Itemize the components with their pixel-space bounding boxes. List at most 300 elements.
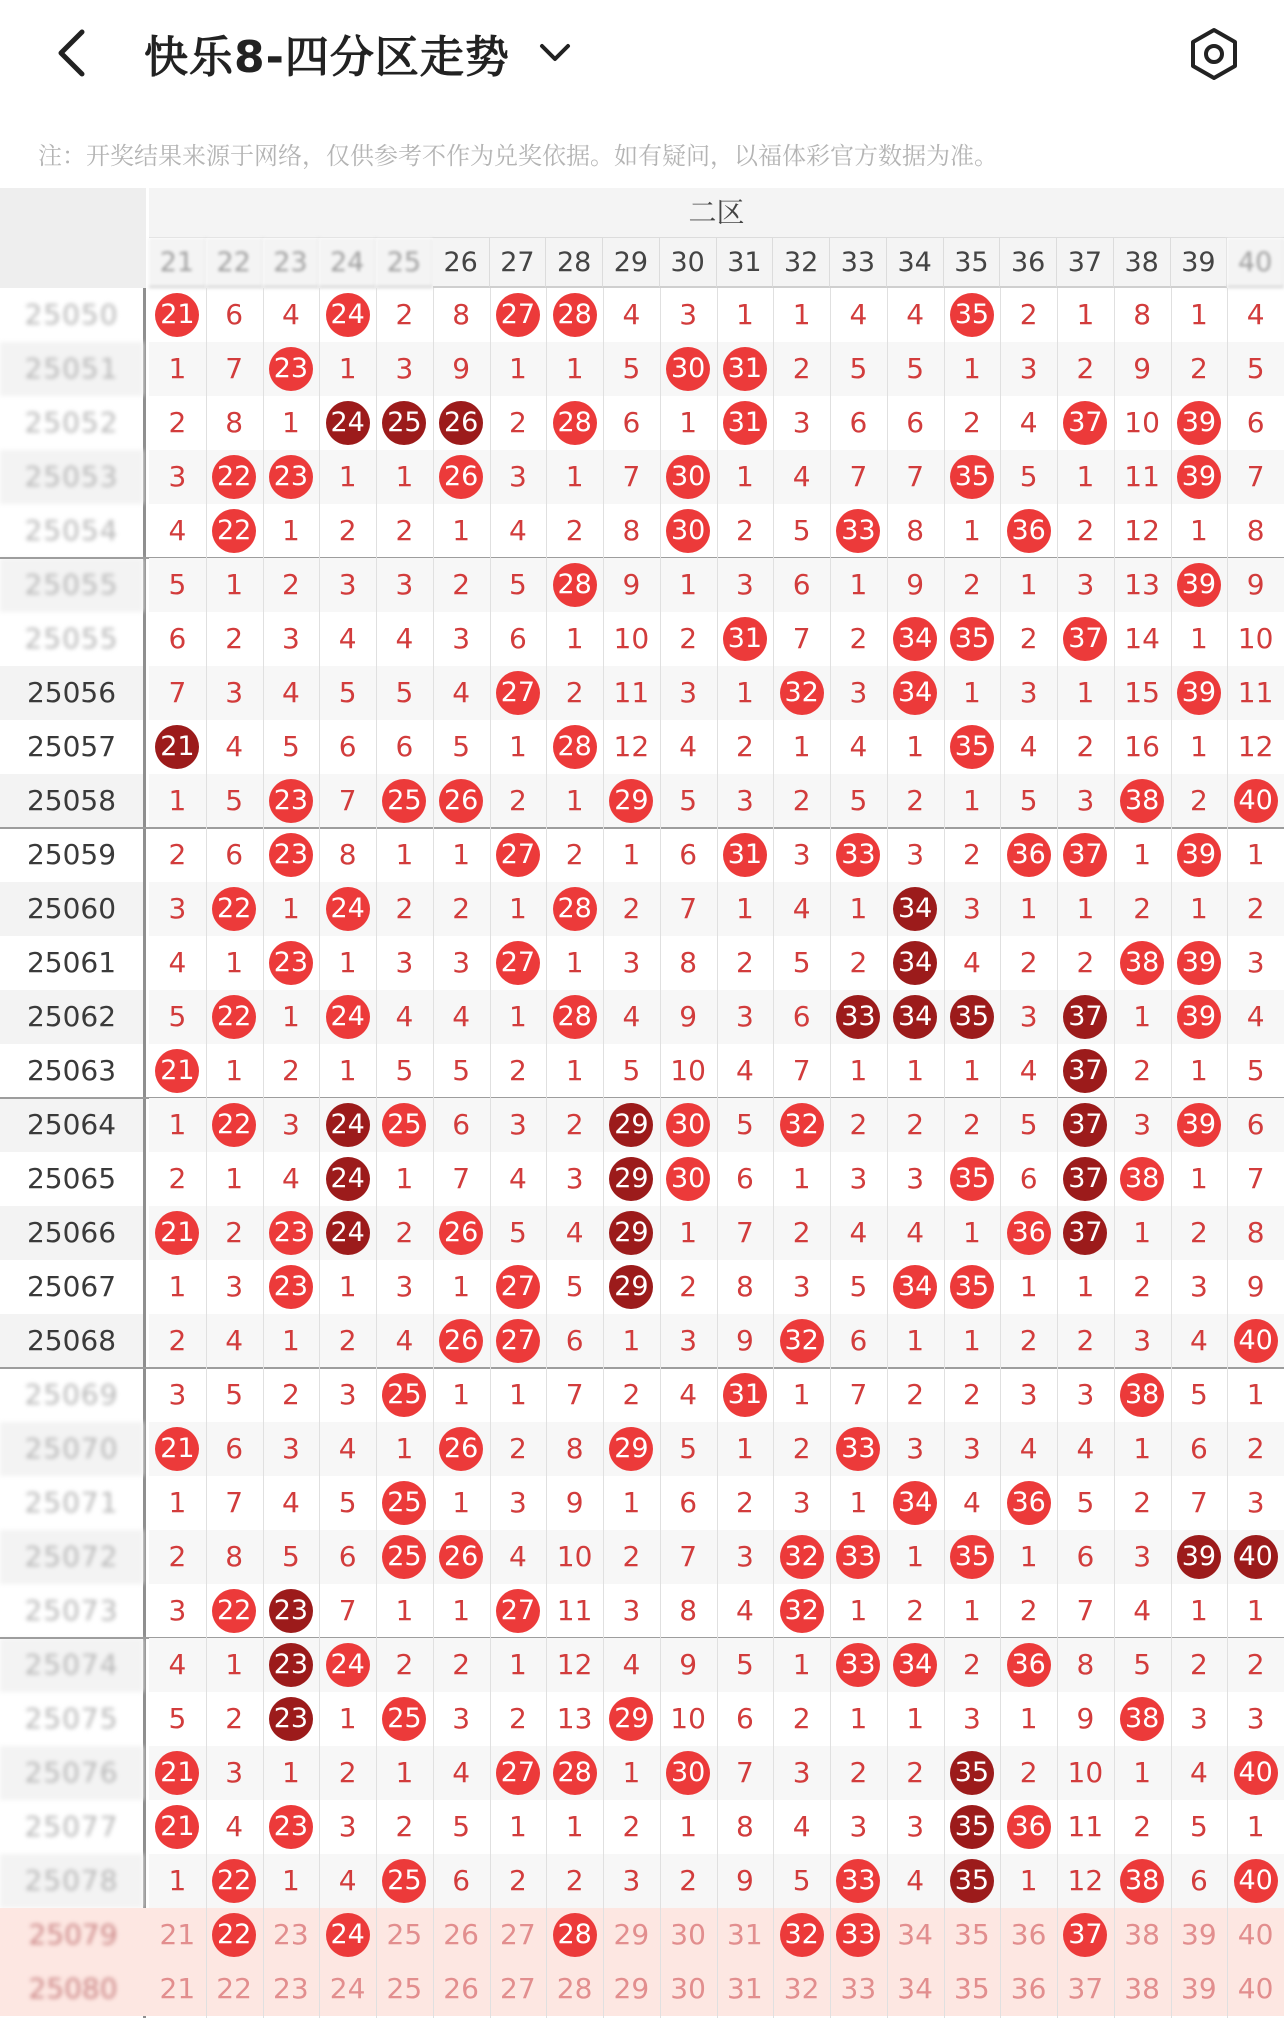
drawn-number-ball: 21 bbox=[155, 1211, 199, 1255]
miss-count-cell: 13 bbox=[1124, 568, 1160, 601]
miss-count-cell: 3 bbox=[168, 1594, 187, 1627]
drawn-number-ball: 37 bbox=[1063, 1103, 1107, 1147]
miss-count-cell: 8 bbox=[1133, 298, 1152, 331]
column-header[interactable]: 23 bbox=[263, 238, 320, 288]
drawn-number-ball: 22 bbox=[212, 1859, 256, 1903]
drawn-number-ball: 21 bbox=[155, 725, 199, 769]
drawn-number-ball: 33 bbox=[836, 995, 880, 1039]
miss-count-cell: 8 bbox=[225, 406, 244, 439]
column-header[interactable]: 34 bbox=[887, 238, 944, 288]
miss-count-cell: 2 bbox=[1019, 298, 1038, 331]
miss-count-cell: 6 bbox=[1246, 1108, 1265, 1141]
miss-count-cell: 2 bbox=[1019, 946, 1038, 979]
miss-count-cell: 4 bbox=[168, 946, 187, 979]
drawn-number-ball: 26 bbox=[439, 455, 483, 499]
miss-count-cell: 1 bbox=[1019, 892, 1038, 925]
miss-count-cell: 1 bbox=[1019, 1864, 1038, 1897]
miss-count-cell: 7 bbox=[792, 622, 811, 655]
column-divider bbox=[887, 288, 888, 2018]
miss-count-cell: 2 bbox=[452, 568, 471, 601]
drawn-number-ball: 34 bbox=[893, 617, 937, 661]
miss-count-cell: 12 bbox=[613, 730, 650, 763]
miss-count-cell: 2 bbox=[1189, 1648, 1208, 1681]
issue-number: 25073 bbox=[24, 1594, 119, 1627]
column-header[interactable]: 37 bbox=[1057, 238, 1114, 288]
miss-count-cell: 2 bbox=[1133, 1054, 1152, 1087]
settings-button[interactable] bbox=[1186, 26, 1242, 82]
drawn-number-ball: 37 bbox=[1063, 833, 1107, 877]
miss-count-cell: 2 bbox=[849, 622, 868, 655]
miss-count-cell: 3 bbox=[849, 1162, 868, 1195]
miss-count-cell: 2 bbox=[906, 1594, 925, 1627]
miss-count-cell: 2 bbox=[735, 946, 754, 979]
miss-count-cell: 1 bbox=[962, 1216, 981, 1249]
miss-count-cell: 4 bbox=[281, 1486, 300, 1519]
miss-count-cell: 7 bbox=[1246, 1162, 1265, 1195]
miss-count-cell: 6 bbox=[1076, 1540, 1095, 1573]
miss-count-cell: 6 bbox=[792, 568, 811, 601]
drawn-number-ball: 35 bbox=[950, 455, 994, 499]
stat-cell: 24 bbox=[329, 1972, 366, 2005]
column-divider bbox=[660, 288, 661, 2018]
chevron-left-icon bbox=[44, 22, 104, 84]
stat-cell: 40 bbox=[1237, 1972, 1274, 2005]
miss-count-cell: 7 bbox=[225, 1486, 244, 1519]
miss-count-cell: 5 bbox=[679, 784, 698, 817]
miss-count-cell: 2 bbox=[225, 1216, 244, 1249]
miss-count-cell: 2 bbox=[1076, 730, 1095, 763]
miss-count-cell: 1 bbox=[622, 838, 641, 871]
miss-count-cell: 10 bbox=[1067, 1756, 1104, 1789]
drawn-number-ball: 40 bbox=[1234, 1535, 1278, 1579]
drawn-number-ball: 31 bbox=[723, 833, 767, 877]
issue-number: 25062 bbox=[0, 990, 143, 1044]
miss-count-cell: 2 bbox=[849, 1756, 868, 1789]
miss-count-cell: 2 bbox=[962, 1108, 981, 1141]
issue-number: 25065 bbox=[26, 1162, 117, 1195]
miss-count-cell: 1 bbox=[906, 730, 925, 763]
issue-number: 25068 bbox=[0, 1314, 143, 1368]
miss-count-cell: 7 bbox=[338, 1594, 357, 1627]
column-header[interactable]: 26 bbox=[433, 238, 490, 288]
miss-count-cell: 2 bbox=[168, 838, 187, 871]
miss-count-cell: 5 bbox=[1133, 1648, 1152, 1681]
miss-count-cell: 1 bbox=[338, 1702, 357, 1735]
miss-count-cell: 2 bbox=[395, 298, 414, 331]
miss-count-cell: 6 bbox=[1189, 1864, 1208, 1897]
drawn-number-ball: 27 bbox=[496, 1589, 540, 1633]
miss-count-cell: 6 bbox=[452, 1864, 471, 1897]
column-header[interactable]: 27 bbox=[490, 238, 547, 288]
miss-count-cell: 3 bbox=[906, 1432, 925, 1465]
column-header[interactable]: 36 bbox=[1000, 238, 1057, 288]
miss-count-cell: 2 bbox=[1019, 1756, 1038, 1789]
miss-count-cell: 1 bbox=[395, 1432, 414, 1465]
miss-count-cell: 3 bbox=[508, 1108, 527, 1141]
column-header[interactable]: 30 bbox=[660, 238, 717, 288]
miss-count-cell: 2 bbox=[962, 838, 981, 871]
stat-cell: 25 bbox=[386, 1972, 423, 2005]
miss-count-cell: 2 bbox=[565, 514, 584, 547]
miss-count-cell: 4 bbox=[906, 298, 925, 331]
drawn-number-ball: 25 bbox=[382, 1535, 426, 1579]
issue-number: 25055 bbox=[0, 558, 143, 612]
miss-count-cell: 2 bbox=[1189, 352, 1208, 385]
miss-count-cell: 8 bbox=[1076, 1648, 1095, 1681]
column-header[interactable]: 35 bbox=[944, 238, 1001, 288]
miss-count-cell: 7 bbox=[849, 1378, 868, 1411]
drawn-number-ball: 35 bbox=[950, 1157, 994, 1201]
miss-count-cell: 1 bbox=[735, 892, 754, 925]
miss-count-cell: 1 bbox=[622, 1324, 641, 1357]
miss-count-cell: 5 bbox=[565, 1270, 584, 1303]
miss-count-cell: 4 bbox=[962, 1486, 981, 1519]
miss-count-cell: 6 bbox=[225, 298, 244, 331]
column-divider bbox=[206, 288, 207, 2018]
miss-count-cell: 9 bbox=[1246, 1270, 1265, 1303]
column-header[interactable]: 39 bbox=[1171, 238, 1228, 288]
issue-number: 25052 bbox=[24, 406, 119, 439]
miss-count-cell: 12 bbox=[1237, 730, 1274, 763]
drawn-number-ball: 23 bbox=[269, 833, 313, 877]
miss-count-cell: 3 bbox=[508, 460, 527, 493]
drawn-number-ball: 30 bbox=[666, 1751, 710, 1795]
miss-count-cell: 7 bbox=[1246, 460, 1265, 493]
drawn-number-ball: 24 bbox=[326, 1103, 370, 1147]
drawn-number-ball: 25 bbox=[382, 401, 426, 445]
column-divider bbox=[944, 288, 945, 2018]
stat-cell: 38 bbox=[1124, 1918, 1160, 1951]
column-header[interactable]: 24 bbox=[319, 238, 376, 288]
miss-count-cell: 1 bbox=[1019, 1270, 1038, 1303]
drawn-number-ball: 30 bbox=[666, 455, 710, 499]
miss-count-cell: 1 bbox=[1189, 730, 1208, 763]
column-header[interactable]: 25 bbox=[376, 238, 433, 288]
drawn-number-ball: 23 bbox=[269, 1589, 313, 1633]
miss-count-cell: 6 bbox=[735, 1702, 754, 1735]
miss-count-cell: 4 bbox=[735, 1594, 754, 1627]
miss-count-cell: 1 bbox=[1246, 1594, 1265, 1627]
drawn-number-ball: 39 bbox=[1177, 941, 1221, 985]
drawn-number-ball: 37 bbox=[1063, 1049, 1107, 1093]
drawn-number-ball: 28 bbox=[553, 293, 597, 337]
drawn-number-ball: 24 bbox=[326, 401, 370, 445]
drawn-number-ball: 26 bbox=[439, 1319, 483, 1363]
miss-count-cell: 2 bbox=[906, 784, 925, 817]
miss-count-cell: 1 bbox=[395, 1162, 414, 1195]
drawn-number-ball: 24 bbox=[326, 995, 370, 1039]
miss-count-cell: 7 bbox=[452, 1162, 471, 1195]
back-button[interactable] bbox=[44, 22, 104, 84]
miss-count-cell: 1 bbox=[679, 1810, 698, 1843]
miss-count-cell: 3 bbox=[1246, 1702, 1265, 1735]
miss-count-cell: 2 bbox=[395, 1216, 414, 1249]
issue-number: 25063 bbox=[26, 1054, 117, 1087]
issue-number: 25059 bbox=[26, 838, 117, 871]
miss-count-cell: 5 bbox=[452, 1810, 471, 1843]
miss-count-cell: 2 bbox=[508, 1864, 527, 1897]
miss-count-cell: 4 bbox=[338, 1864, 357, 1897]
miss-count-cell: 1 bbox=[792, 730, 811, 763]
miss-count-cell: 1 bbox=[281, 406, 300, 439]
column-header[interactable]: 40 bbox=[1227, 238, 1284, 288]
miss-count-cell: 1 bbox=[1189, 1594, 1208, 1627]
miss-count-cell: 2 bbox=[1019, 1324, 1038, 1357]
miss-count-cell: 1 bbox=[1076, 892, 1095, 925]
column-header[interactable]: 38 bbox=[1114, 238, 1171, 288]
drawn-number-ball: 23 bbox=[269, 1643, 313, 1687]
miss-count-cell: 1 bbox=[792, 1648, 811, 1681]
drawn-number-ball: 33 bbox=[836, 1643, 880, 1687]
miss-count-cell: 3 bbox=[1019, 1378, 1038, 1411]
miss-count-cell: 2 bbox=[281, 1054, 300, 1087]
drawn-number-ball: 35 bbox=[950, 617, 994, 661]
miss-count-cell: 1 bbox=[168, 784, 187, 817]
miss-count-cell: 1 bbox=[168, 352, 187, 385]
miss-count-cell: 8 bbox=[1246, 1216, 1265, 1249]
miss-count-cell: 2 bbox=[1076, 514, 1095, 547]
title-dropdown[interactable] bbox=[144, 22, 578, 84]
miss-count-cell: 9 bbox=[735, 1864, 754, 1897]
miss-count-cell: 1 bbox=[508, 1378, 527, 1411]
miss-count-cell: 1 bbox=[1133, 1000, 1152, 1033]
miss-count-cell: 6 bbox=[849, 406, 868, 439]
miss-count-cell: 4 bbox=[281, 1162, 300, 1195]
drawn-number-ball: 30 bbox=[666, 1157, 710, 1201]
column-header[interactable]: 31 bbox=[717, 238, 774, 288]
miss-count-cell: 10 bbox=[613, 622, 650, 655]
miss-count-cell: 1 bbox=[962, 676, 981, 709]
stat-cell: 34 bbox=[897, 1972, 933, 2005]
miss-count-cell: 4 bbox=[168, 1648, 187, 1681]
miss-count-cell: 2 bbox=[1189, 784, 1208, 817]
miss-count-cell: 4 bbox=[395, 622, 414, 655]
miss-count-cell: 1 bbox=[452, 1270, 471, 1303]
drawn-number-ball: 27 bbox=[496, 293, 540, 337]
stat-cell: 28 bbox=[556, 1972, 593, 2005]
stat-cell: 36 bbox=[1010, 1918, 1047, 1951]
drawn-number-ball: 24 bbox=[326, 1157, 370, 1201]
miss-count-cell: 1 bbox=[1076, 298, 1095, 331]
miss-count-cell: 5 bbox=[622, 1054, 641, 1087]
miss-count-cell: 4 bbox=[508, 1162, 527, 1195]
miss-count-cell: 6 bbox=[1019, 1162, 1038, 1195]
column-divider bbox=[1114, 288, 1115, 2018]
drawn-number-ball: 29 bbox=[609, 1265, 653, 1309]
miss-count-cell: 3 bbox=[622, 1594, 641, 1627]
miss-count-cell: 6 bbox=[338, 730, 357, 763]
miss-count-cell: 1 bbox=[962, 1324, 981, 1357]
column-header[interactable]: 29 bbox=[603, 238, 660, 288]
issue-number: 25060 bbox=[0, 882, 143, 936]
miss-count-cell: 3 bbox=[1133, 1108, 1152, 1141]
miss-count-cell: 9 bbox=[735, 1324, 754, 1357]
miss-count-cell: 3 bbox=[168, 1378, 187, 1411]
drawn-number-ball: 32 bbox=[780, 1535, 824, 1579]
miss-count-cell: 4 bbox=[849, 1216, 868, 1249]
miss-count-cell: 4 bbox=[1189, 1756, 1208, 1789]
miss-count-cell: 2 bbox=[679, 622, 698, 655]
drawn-number-ball: 24 bbox=[326, 1643, 370, 1687]
drawn-number-ball: 28 bbox=[553, 725, 597, 769]
miss-count-cell: 1 bbox=[1189, 1162, 1208, 1195]
miss-count-cell: 1 bbox=[565, 1054, 584, 1087]
miss-count-cell: 1 bbox=[679, 568, 698, 601]
miss-count-cell: 1 bbox=[225, 1162, 244, 1195]
miss-count-cell: 3 bbox=[281, 1432, 300, 1465]
column-header[interactable]: 28 bbox=[546, 238, 603, 288]
drawn-number-ball: 33 bbox=[836, 1913, 880, 1957]
miss-count-cell: 5 bbox=[225, 1378, 244, 1411]
miss-count-cell: 1 bbox=[679, 406, 698, 439]
miss-count-cell: 2 bbox=[622, 1810, 641, 1843]
issue-number: 25075 bbox=[24, 1702, 119, 1735]
miss-count-cell: 5 bbox=[452, 730, 471, 763]
drawn-number-ball: 38 bbox=[1120, 1859, 1164, 1903]
miss-count-cell: 4 bbox=[338, 1432, 357, 1465]
miss-count-cell: 2 bbox=[622, 1378, 641, 1411]
trend-table[interactable] bbox=[0, 188, 1284, 2018]
column-header[interactable]: 32 bbox=[773, 238, 830, 288]
miss-count-cell: 2 bbox=[452, 892, 471, 925]
miss-count-cell: 7 bbox=[735, 1216, 754, 1249]
issue-column-header bbox=[0, 188, 146, 288]
miss-count-cell: 1 bbox=[1189, 514, 1208, 547]
stat-cell: 40 bbox=[1237, 1918, 1274, 1951]
drawn-number-ball: 36 bbox=[1007, 1481, 1051, 1525]
miss-count-cell: 2 bbox=[395, 892, 414, 925]
drawn-number-ball: 35 bbox=[950, 293, 994, 337]
miss-count-cell: 1 bbox=[906, 1324, 925, 1357]
miss-count-cell: 1 bbox=[1246, 1378, 1265, 1411]
miss-count-cell: 8 bbox=[622, 514, 641, 547]
miss-count-cell: 5 bbox=[849, 784, 868, 817]
drawn-number-ball: 40 bbox=[1234, 1859, 1278, 1903]
miss-count-cell: 1 bbox=[225, 1054, 244, 1087]
miss-count-cell: 4 bbox=[1019, 730, 1038, 763]
miss-count-cell: 6 bbox=[452, 1108, 471, 1141]
miss-count-cell: 11 bbox=[613, 676, 650, 709]
miss-count-cell: 5 bbox=[792, 1864, 811, 1897]
stat-cell: 31 bbox=[727, 1918, 763, 1951]
miss-count-cell: 3 bbox=[1189, 1702, 1208, 1735]
issue-number: 25051 bbox=[0, 342, 143, 396]
miss-count-cell: 8 bbox=[452, 298, 471, 331]
stat-cell: 39 bbox=[1181, 1972, 1217, 2005]
drawn-number-ball: 35 bbox=[950, 1805, 994, 1849]
miss-count-cell: 1 bbox=[906, 1054, 925, 1087]
issue-number: 25074 bbox=[0, 1638, 143, 1692]
drawn-number-ball: 24 bbox=[326, 1211, 370, 1255]
miss-count-cell: 1 bbox=[1019, 1702, 1038, 1735]
drawn-number-ball: 23 bbox=[269, 941, 313, 985]
stat-cell: 35 bbox=[954, 1972, 990, 2005]
miss-count-cell: 16 bbox=[1124, 730, 1160, 763]
miss-count-cell: 2 bbox=[735, 514, 754, 547]
miss-count-cell: 2 bbox=[1133, 1810, 1152, 1843]
miss-count-cell: 2 bbox=[508, 406, 527, 439]
miss-count-cell: 7 bbox=[168, 676, 187, 709]
miss-count-cell: 8 bbox=[565, 1432, 584, 1465]
stat-cell: 30 bbox=[670, 1972, 706, 2005]
drawn-number-ball: 34 bbox=[893, 887, 937, 931]
miss-count-cell: 7 bbox=[679, 1540, 698, 1573]
column-header[interactable]: 33 bbox=[830, 238, 887, 288]
miss-count-cell: 4 bbox=[395, 1324, 414, 1357]
miss-count-cell: 11 bbox=[1124, 460, 1160, 493]
miss-count-cell: 2 bbox=[565, 1864, 584, 1897]
miss-count-cell: 1 bbox=[792, 1162, 811, 1195]
miss-count-cell: 1 bbox=[168, 1864, 187, 1897]
issue-number: 25056 bbox=[0, 666, 143, 720]
drawn-number-ball: 38 bbox=[1120, 1697, 1164, 1741]
miss-count-cell: 4 bbox=[225, 1324, 244, 1357]
miss-count-cell: 10 bbox=[1237, 622, 1274, 655]
drawn-number-ball: 30 bbox=[666, 347, 710, 391]
miss-count-cell: 5 bbox=[452, 1054, 471, 1087]
drawn-number-ball: 36 bbox=[1007, 1211, 1051, 1255]
stat-cell: 23 bbox=[273, 1918, 309, 1951]
miss-count-cell: 1 bbox=[1076, 1270, 1095, 1303]
miss-count-cell: 1 bbox=[508, 1810, 527, 1843]
column-header[interactable]: 21 bbox=[149, 238, 206, 288]
drawn-number-ball: 23 bbox=[269, 1805, 313, 1849]
miss-count-cell: 4 bbox=[735, 1054, 754, 1087]
drawn-number-ball: 35 bbox=[950, 1265, 994, 1309]
drawn-number-ball: 38 bbox=[1120, 779, 1164, 823]
miss-count-cell: 3 bbox=[225, 676, 244, 709]
issue-number: 25067 bbox=[26, 1270, 117, 1303]
miss-count-cell: 4 bbox=[1246, 1000, 1265, 1033]
column-divider bbox=[773, 288, 774, 2018]
miss-count-cell: 3 bbox=[735, 1540, 754, 1573]
miss-count-cell: 5 bbox=[679, 1432, 698, 1465]
drawn-number-ball: 22 bbox=[212, 1913, 256, 1957]
column-header[interactable]: 22 bbox=[206, 238, 263, 288]
miss-count-cell: 2 bbox=[792, 784, 811, 817]
miss-count-cell: 5 bbox=[622, 352, 641, 385]
miss-count-cell: 3 bbox=[792, 1756, 811, 1789]
miss-count-cell: 1 bbox=[281, 1324, 300, 1357]
miss-count-cell: 3 bbox=[225, 1270, 244, 1303]
app-header bbox=[0, 0, 1284, 112]
miss-count-cell: 12 bbox=[556, 1648, 593, 1681]
miss-count-cell: 1 bbox=[1133, 838, 1152, 871]
drawn-number-ball: 27 bbox=[496, 671, 540, 715]
drawn-number-ball: 23 bbox=[269, 1265, 313, 1309]
drawn-number-ball: 31 bbox=[723, 1373, 767, 1417]
stat-cell: 35 bbox=[954, 1918, 990, 1951]
miss-count-cell: 5 bbox=[508, 1216, 527, 1249]
drawn-number-ball: 39 bbox=[1177, 401, 1221, 445]
miss-count-cell: 3 bbox=[168, 460, 187, 493]
drawn-number-ball: 27 bbox=[496, 941, 540, 985]
miss-count-cell: 12 bbox=[1124, 514, 1160, 547]
drawn-number-ball: 28 bbox=[553, 401, 597, 445]
miss-count-cell: 1 bbox=[849, 1702, 868, 1735]
miss-count-cell: 3 bbox=[962, 1702, 981, 1735]
miss-count-cell: 1 bbox=[281, 514, 300, 547]
miss-count-cell: 5 bbox=[735, 1648, 754, 1681]
miss-count-cell: 7 bbox=[565, 1378, 584, 1411]
miss-count-cell: 1 bbox=[906, 1702, 925, 1735]
miss-count-cell: 5 bbox=[1246, 1054, 1265, 1087]
column-divider bbox=[1171, 288, 1172, 2018]
miss-count-cell: 1 bbox=[452, 1594, 471, 1627]
miss-count-cell: 3 bbox=[395, 352, 414, 385]
miss-count-cell: 3 bbox=[1133, 1324, 1152, 1357]
column-divider bbox=[263, 288, 264, 2018]
